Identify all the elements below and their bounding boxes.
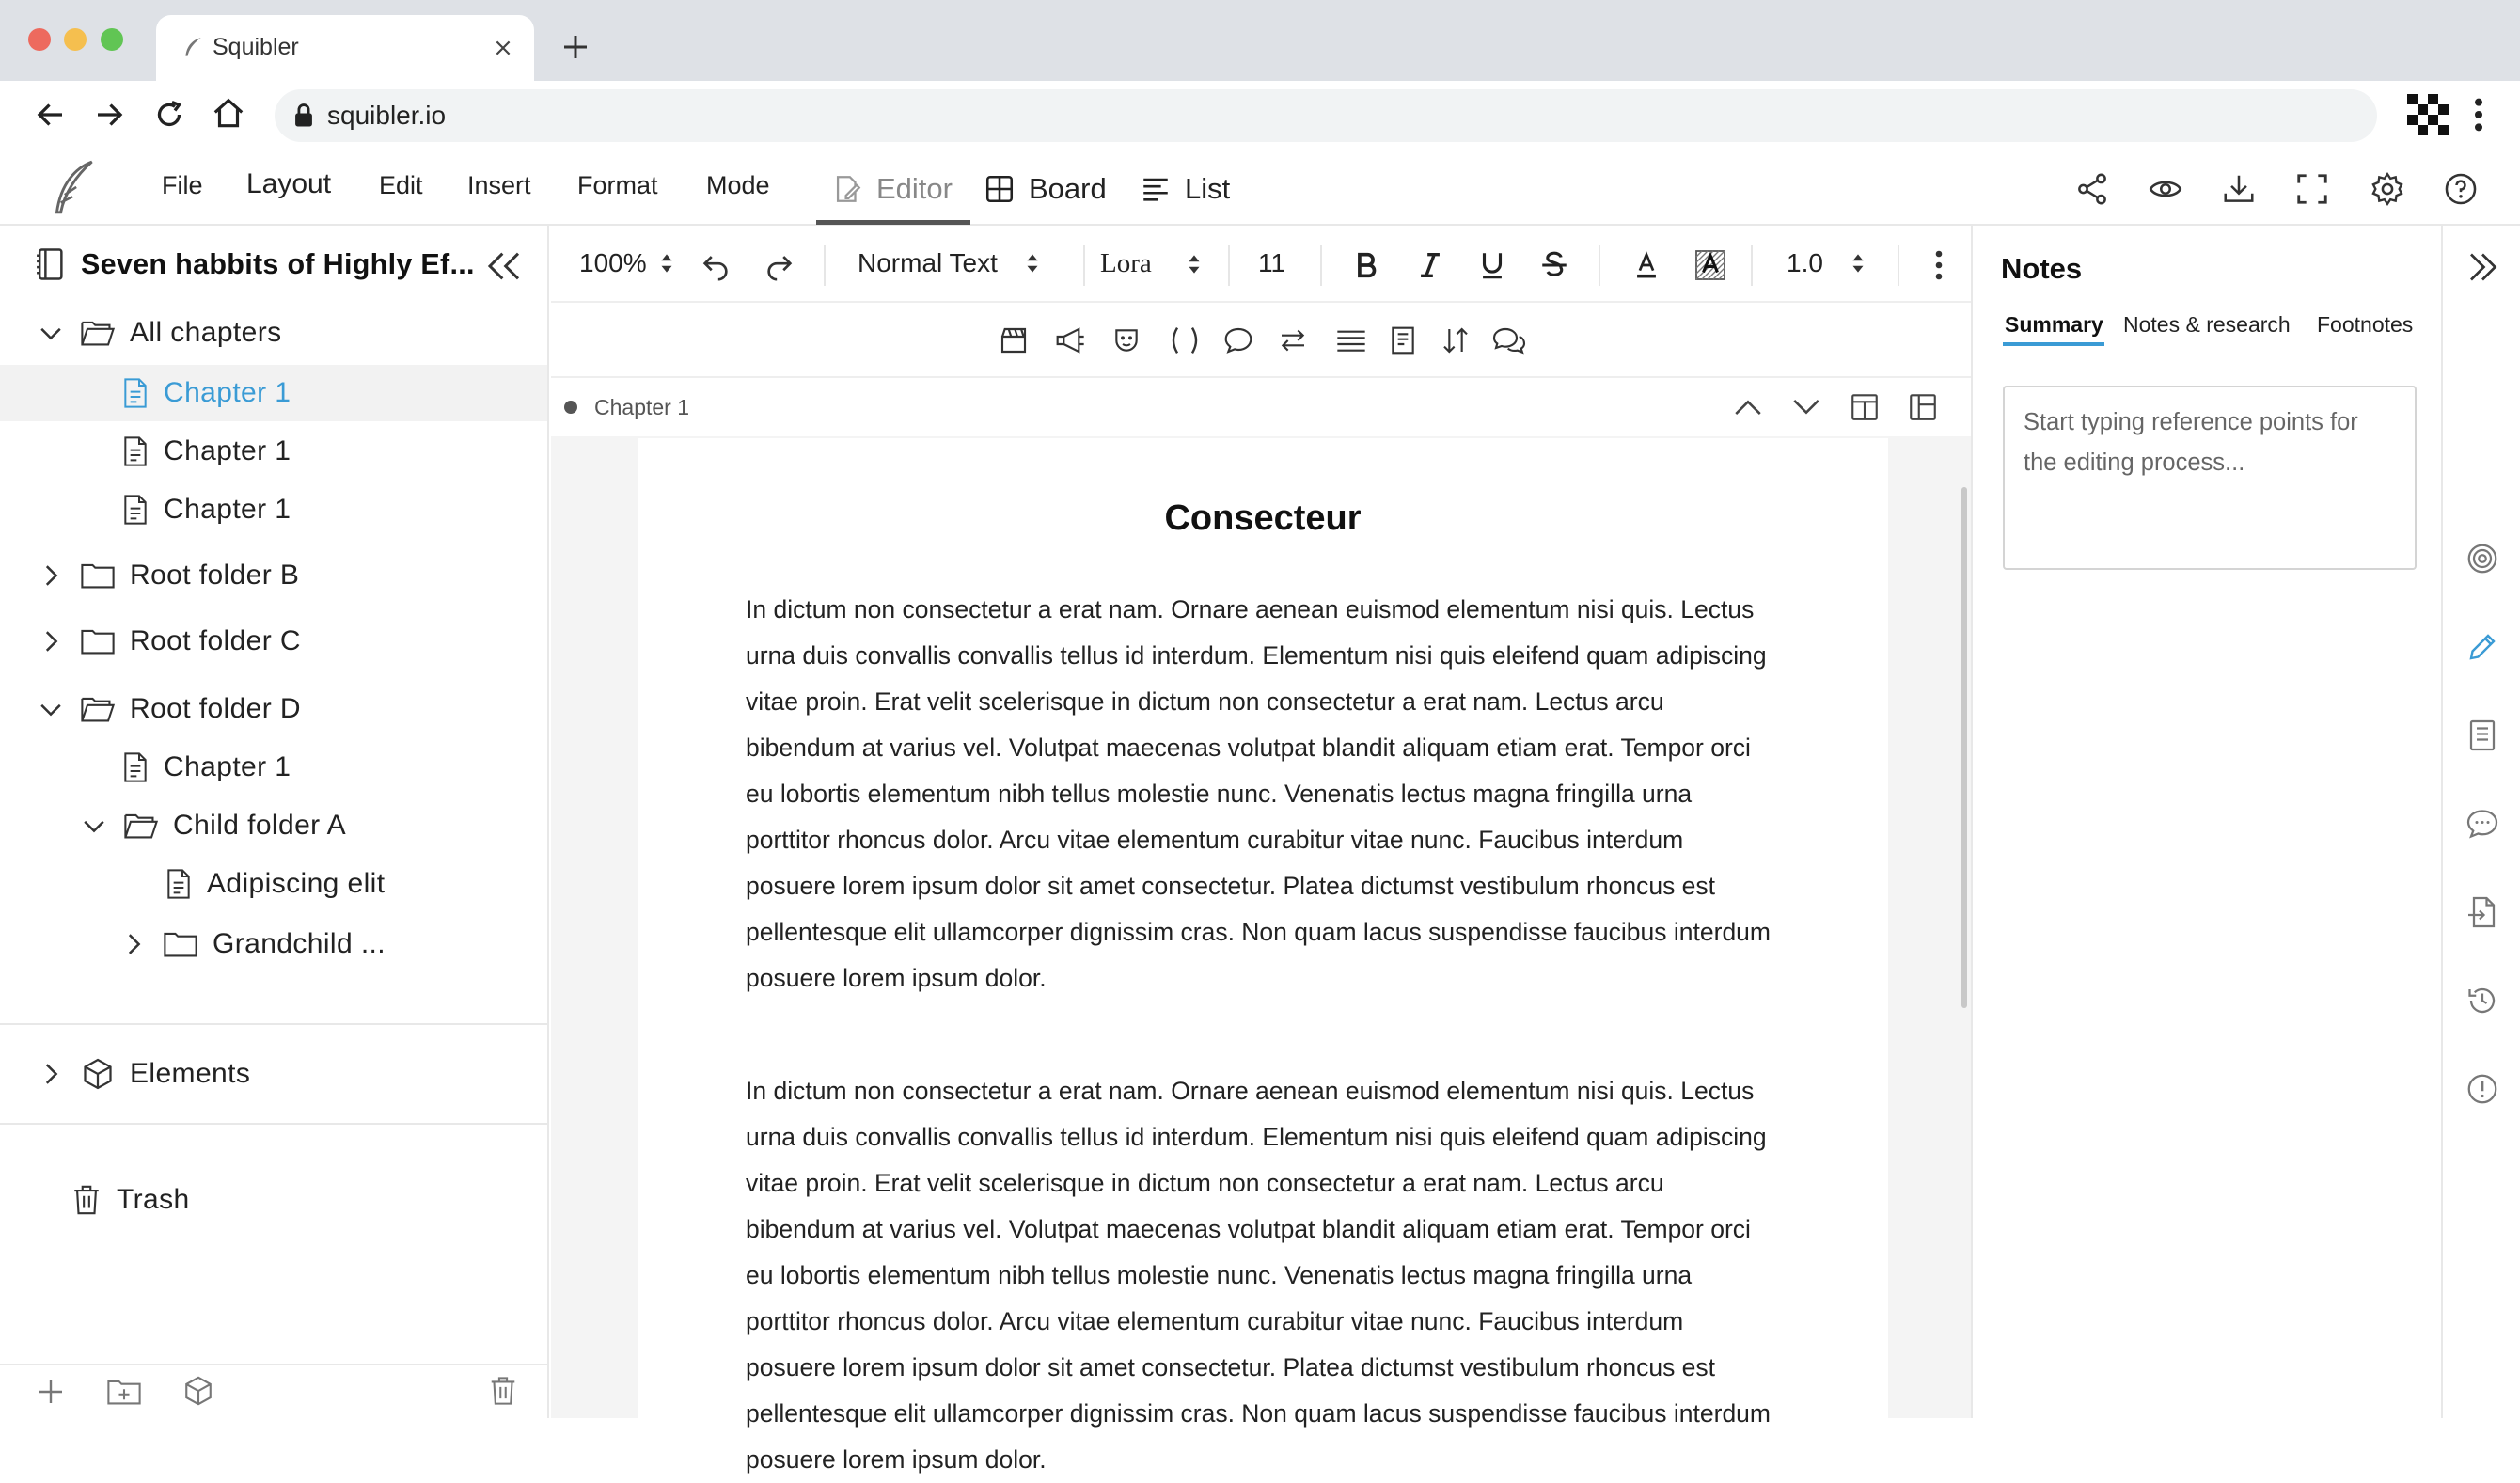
preview-eye-icon[interactable] <box>2148 171 2183 207</box>
notes-tab-footnotes[interactable]: Footnotes <box>2317 312 2414 337</box>
tree-item-label: Chapter 1 <box>164 751 291 782</box>
settings-gear-icon[interactable] <box>2370 171 2405 207</box>
toolbar-separator <box>1320 245 1322 286</box>
home-icon[interactable] <box>211 96 246 132</box>
character-mask-icon[interactable] <box>1111 325 1142 355</box>
elements-label: Elements <box>130 1058 251 1089</box>
paragraph-style-select[interactable] <box>858 248 1039 278</box>
back-arrow-icon[interactable] <box>34 98 68 132</box>
document-icon <box>165 869 192 899</box>
tree-doc-chapter-1[interactable] <box>0 481 547 538</box>
document-icon <box>122 378 149 408</box>
menu-edit[interactable]: Edit <box>379 171 423 199</box>
tree-doc-adipiscing-elit[interactable] <box>0 856 547 912</box>
more-options-icon[interactable] <box>1933 248 1945 282</box>
transition-arrows-icon[interactable] <box>1277 325 1309 355</box>
edit-pencil-icon[interactable] <box>2465 630 2499 664</box>
view-tab-editor[interactable] <box>831 166 953 213</box>
new-tab-icon[interactable] <box>560 32 591 62</box>
tree-item-label: Root folder B <box>130 560 300 591</box>
strikethrough-icon[interactable] <box>1538 248 1570 282</box>
tree-folder-root-c[interactable] <box>0 613 547 670</box>
formatting-toolbar <box>551 228 1971 303</box>
download-icon[interactable] <box>2221 171 2257 207</box>
notes-document-icon[interactable] <box>2465 718 2499 752</box>
browser-tab-title: Squibler <box>213 34 299 60</box>
chevron-right-icon[interactable] <box>120 931 147 957</box>
browser-menu-icon[interactable] <box>2467 96 2490 134</box>
share-icon[interactable] <box>2074 171 2110 207</box>
status-dot <box>564 401 577 414</box>
url-bar[interactable] <box>275 89 2377 142</box>
zoom-select[interactable] <box>579 248 673 278</box>
chevron-down-icon[interactable] <box>38 696 64 722</box>
chevron-right-icon[interactable] <box>38 628 64 655</box>
window-minimize-button[interactable] <box>64 28 87 51</box>
font-size-input[interactable] <box>1258 248 1285 278</box>
import-file-icon[interactable] <box>2465 895 2499 929</box>
lock-icon <box>291 103 316 129</box>
document-title[interactable]: Consecteur <box>1164 498 1362 538</box>
tree-item-label: All chapters <box>130 317 282 348</box>
fullscreen-icon[interactable] <box>2294 171 2330 207</box>
project-title[interactable]: Seven habbits of Highly Ef... <box>81 248 475 280</box>
comment-bubble-icon[interactable] <box>2465 807 2499 841</box>
url-text: squibler.io <box>327 101 447 130</box>
menu-layout[interactable]: Layout <box>246 168 332 199</box>
history-icon[interactable] <box>2465 984 2499 1018</box>
screenplay-toolbar <box>551 303 1971 378</box>
forward-arrow-icon[interactable] <box>92 98 126 132</box>
view-tab-editor-label: Editor <box>876 172 953 205</box>
window-close-button[interactable] <box>28 28 51 51</box>
editor-icon <box>831 173 863 205</box>
tree-folder-grandchild[interactable] <box>0 916 547 972</box>
font-family-value: Lora <box>1100 248 1152 278</box>
chevron-right-icon[interactable] <box>38 1061 64 1087</box>
trash-label: Trash <box>117 1184 190 1215</box>
updown-arrows-icon <box>660 253 673 274</box>
chapter-breadcrumb <box>551 378 1971 436</box>
tree-doc-chapter-1[interactable] <box>0 739 547 796</box>
notes-tab-summary[interactable]: Summary <box>2005 312 2103 337</box>
document-paragraph[interactable]: In dictum non consectetur a erat nam. Ornare aenean euismod elementum nisi quis. Lectus urna duis convallis convallis tellus id interdum. Elementum nisi quis eleifend quam adipiscing vitae proin. Erat velit scelerisque in dictum non consectetur a erat nam. Lectus arcu bibendum at varius vel. Volutpat maecenas volutpat blandit aliquam etiam erat. Tempor orci eu lobortis elementum nibh tellus molestie nunc. Venenatis lectus magna fringilla urna porttitor rhoncus dolor. Arcu vitae elementum curabitur vitae nunc. Faucibus interdum posuere lorem ipsum dolor sit amet consectetur. Platea dictumst vestibulum rhoncus est pellentesque elit ullamcorper dignissim cras. Non quam lacus suspendisse faucibus interdum posuere lorem ipsum dolor. <box>746 1077 1771 1474</box>
megaphone-icon[interactable] <box>1053 325 1087 355</box>
font-size-value: 11 <box>1258 248 1286 277</box>
line-spacing-value: 1.0 <box>1787 248 1823 277</box>
list-icon <box>1140 173 1172 205</box>
folder-open-icon <box>124 811 158 841</box>
right-tool-rail <box>2441 226 2520 1418</box>
folder-open-icon <box>81 694 115 724</box>
folder-icon <box>81 560 115 591</box>
delete-trash-icon[interactable] <box>489 1375 517 1407</box>
scene-clapper-icon[interactable] <box>999 325 1029 355</box>
action-lines-icon[interactable] <box>1333 325 1369 355</box>
toolbar-separator <box>1228 245 1230 286</box>
toolbar-separator <box>1751 245 1753 286</box>
notes-panel <box>1971 226 2441 1418</box>
italic-icon[interactable] <box>1414 248 1446 282</box>
underline-icon[interactable] <box>1476 248 1508 282</box>
menu-insert[interactable]: Insert <box>467 171 531 199</box>
info-alert-icon[interactable] <box>2465 1072 2499 1106</box>
comments-icon[interactable] <box>1491 325 1527 355</box>
line-spacing-select[interactable] <box>1787 248 1865 278</box>
extension-icon[interactable] <box>2407 94 2449 135</box>
chevron-down-icon[interactable] <box>81 812 107 839</box>
redo-icon[interactable] <box>764 250 795 282</box>
tree-trash[interactable] <box>0 1172 547 1228</box>
view-tab-list[interactable] <box>1140 166 1230 213</box>
updown-arrows-icon <box>1188 254 1201 275</box>
layout-split-icon[interactable] <box>1849 391 1881 423</box>
undo-icon[interactable] <box>700 250 732 282</box>
reload-icon[interactable] <box>152 98 186 132</box>
bold-icon[interactable] <box>1350 248 1382 282</box>
document-page[interactable] <box>638 438 1888 1474</box>
menu-format[interactable]: Format <box>577 171 658 199</box>
sidebar-divider <box>0 1364 547 1365</box>
tree-elements[interactable] <box>0 1046 547 1102</box>
tree-item-label: Chapter 1 <box>164 377 291 408</box>
collapse-panel-icon[interactable] <box>2465 248 2499 286</box>
document-paragraph[interactable]: In dictum non consectetur a erat nam. Ornare aenean euismod elementum nisi quis. Lectus urna duis convallis convallis tellus id interdum. Elementum nisi quis eleifend quam adipiscing vitae proin. Erat velit scelerisque in dictum non consectetur a erat nam. Lectus arcu bibendum at varius vel. Volutpat maecenas volutpat blandit aliquam etiam erat. Tempor orci eu lobortis elementum nibh tellus molestie nunc. Venenatis lectus magna fringilla urna porttitor rhoncus dolor. Arcu vitae elementum curabitur vitae nunc. Faucibus interdum posuere lorem ipsum dolor sit amet consectetur. Platea dictumst vestibulum rhoncus est pellentesque elit ullamcorper dignissim cras. Non quam lacus suspendisse faucibus interdum posuere lorem ipsum dolor. <box>746 595 1771 992</box>
project-book-icon <box>34 246 66 282</box>
window-maximize-button[interactable] <box>101 28 123 51</box>
add-folder-icon[interactable] <box>107 1377 141 1407</box>
active-view-indicator <box>816 220 970 225</box>
font-family-select[interactable] <box>1100 248 1201 279</box>
notes-tab-research[interactable]: Notes & research <box>2123 312 2291 337</box>
tree-item-label: Root folder C <box>130 625 301 656</box>
collapse-sidebar-icon[interactable] <box>485 250 523 282</box>
menu-mode[interactable]: Mode <box>706 171 770 199</box>
add-element-cube-icon[interactable] <box>182 1375 214 1407</box>
sidebar-divider <box>0 1023 547 1025</box>
toolbar-separator <box>1083 245 1085 286</box>
zoom-value: 100% <box>579 248 647 277</box>
paragraph-style-value: Normal Text <box>858 248 998 277</box>
toolbar-separator <box>824 245 826 286</box>
tree-folder-all-chapters[interactable] <box>0 305 547 361</box>
sidebar-divider <box>0 1123 547 1125</box>
tree-item-label: Child folder A <box>173 810 347 841</box>
chevron-down-icon[interactable] <box>38 320 64 346</box>
note-page-icon[interactable] <box>1388 325 1418 355</box>
board-icon <box>984 173 1016 205</box>
editor-scrollbar[interactable] <box>1961 487 1967 1008</box>
tree-item-label: Chapter 1 <box>164 494 291 525</box>
tree-folder-child-a[interactable] <box>0 797 547 854</box>
view-tab-board-label: Board <box>1029 172 1107 205</box>
active-notes-tab-indicator <box>2003 342 2104 346</box>
notes-title: Notes <box>2001 252 2083 285</box>
dialogue-bubble-icon[interactable] <box>1222 325 1254 355</box>
updown-arrows-icon <box>1851 253 1865 274</box>
folder-icon <box>164 929 197 959</box>
tree-item-label: Grandchild ... <box>213 928 386 959</box>
updown-arrows-icon <box>1026 253 1039 274</box>
tree-doc-chapter-1[interactable] <box>0 423 547 480</box>
app-header <box>0 154 2520 226</box>
highlight-color-icon[interactable] <box>1693 248 1728 282</box>
document-icon <box>122 436 149 466</box>
parenthetical-icon[interactable] <box>1166 325 1204 355</box>
browser-tab-bar <box>0 0 2520 81</box>
toolbar-separator <box>1898 245 1899 286</box>
tree-item-label: Adipiscing elit <box>207 868 386 899</box>
browser-tab[interactable] <box>156 15 534 81</box>
layout-sidebar-icon[interactable] <box>1907 391 1939 423</box>
view-tab-list-label: List <box>1185 172 1231 205</box>
goal-target-icon[interactable] <box>2465 542 2499 576</box>
sort-icon[interactable] <box>1441 325 1471 355</box>
chevron-up-icon[interactable] <box>1732 395 1764 419</box>
folder-open-icon <box>81 318 115 348</box>
help-icon[interactable] <box>2443 171 2479 207</box>
chevron-down-icon[interactable] <box>1790 395 1822 419</box>
view-tab-board[interactable] <box>984 166 1107 213</box>
tree-item-label: Chapter 1 <box>164 435 291 466</box>
menu-file[interactable]: File <box>162 171 203 199</box>
document-icon <box>122 495 149 525</box>
tree-folder-root-b[interactable] <box>0 547 547 604</box>
text-color-icon[interactable] <box>1630 248 1662 282</box>
notes-summary-textarea[interactable]: Start typing reference points for the editing process... <box>2003 386 2417 570</box>
trash-icon <box>71 1184 102 1216</box>
tree-doc-chapter-1-active[interactable] <box>0 365 547 421</box>
tree-folder-root-d[interactable] <box>0 681 547 737</box>
document-icon <box>122 752 149 782</box>
cube-icon <box>81 1057 115 1091</box>
project-sidebar <box>0 226 549 1418</box>
squibler-logo-icon <box>49 160 96 218</box>
chevron-right-icon[interactable] <box>38 562 64 589</box>
breadcrumb-chapter[interactable]: Chapter 1 <box>594 395 690 419</box>
toolbar-separator <box>1599 245 1600 286</box>
add-icon[interactable] <box>36 1377 66 1407</box>
close-tab-icon[interactable] <box>493 38 513 58</box>
tree-item-label: Root folder D <box>130 693 301 724</box>
folder-icon <box>81 626 115 656</box>
squibler-favicon-icon <box>181 36 205 60</box>
